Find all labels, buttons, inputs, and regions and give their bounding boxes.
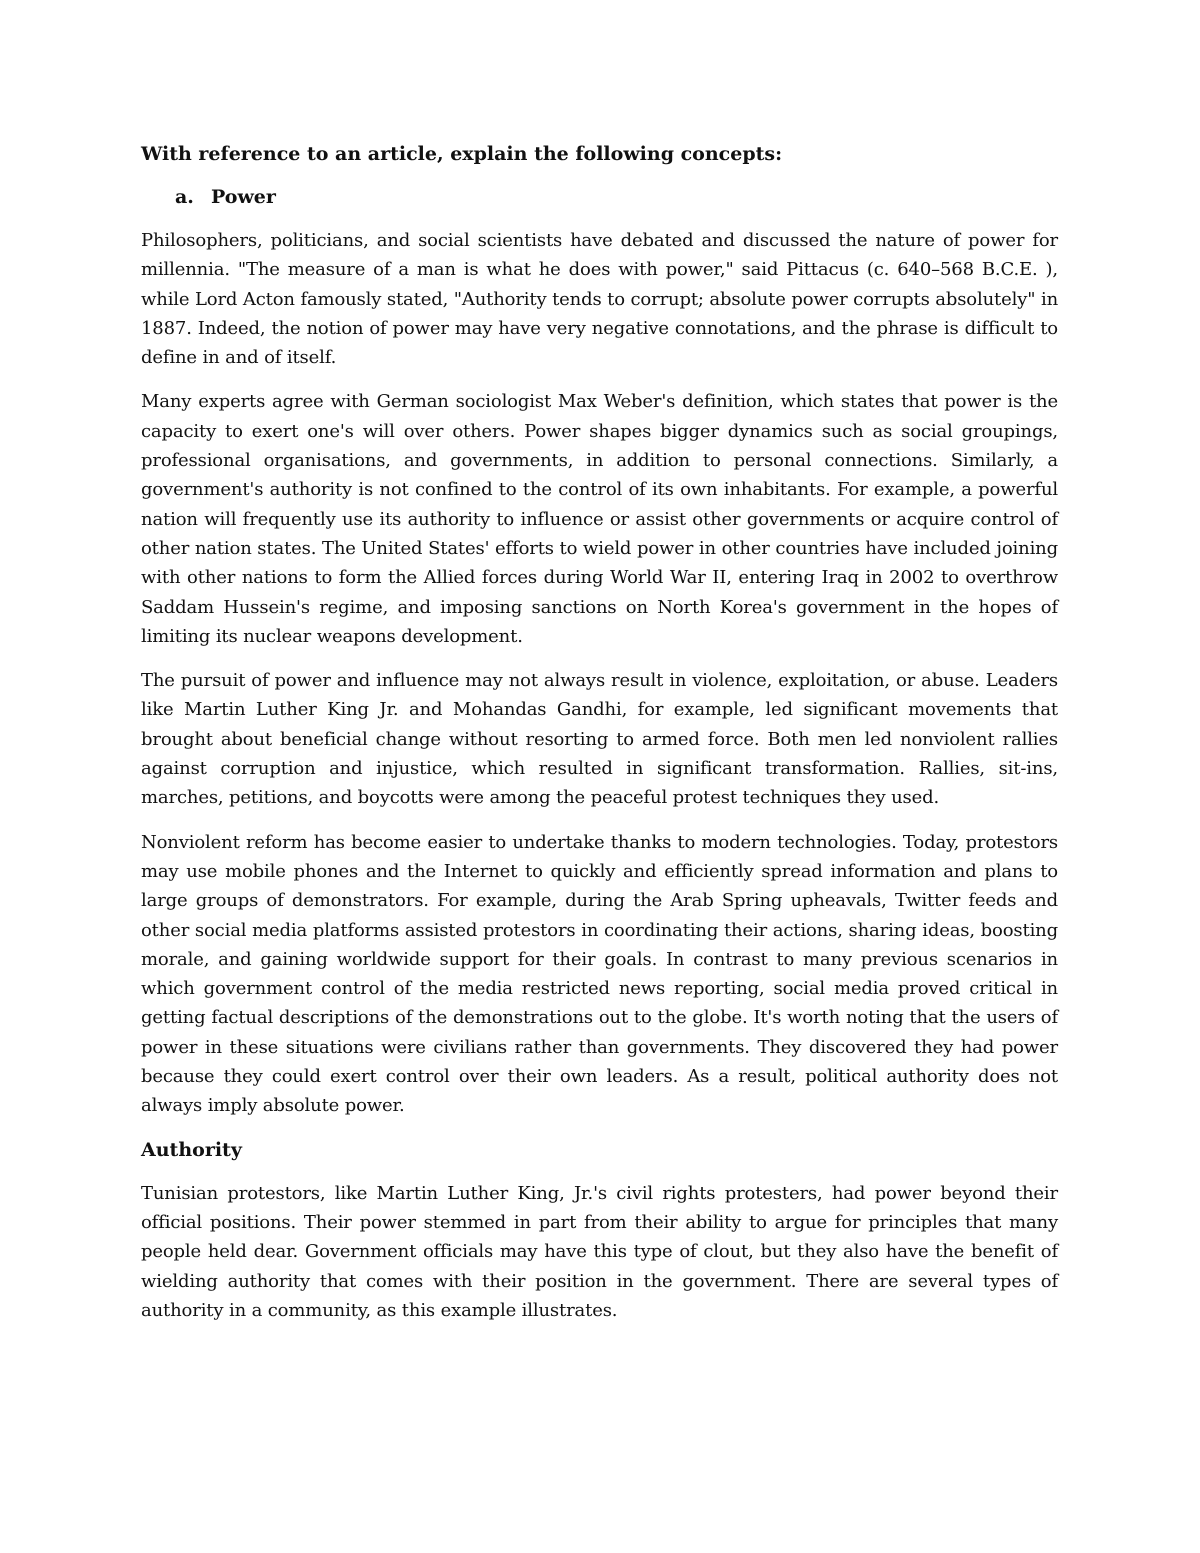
list-item-label: Power xyxy=(211,186,276,208)
document-page xyxy=(141,140,1058,1340)
question-heading: With reference to an article, explain the following concepts: xyxy=(141,143,783,165)
authority-heading: Authority xyxy=(141,1138,242,1161)
list-marker: a. xyxy=(175,186,194,208)
power-paragraph-3: The pursuit of power and influence may not always result in violence, exploitation, or abuse. Leaders like Martin Luther King Jr. and Mohandas Gandhi, for example, led significant movements that brought about beneficial change without resorting to armed force. Both men led nonviolent rallies against corruption and injustice, which resulted in significant transformation. Rallies, sit-ins, marches, petitions, and boycotts were among the peaceful protest techniques they used. xyxy=(141,670,1058,809)
power-paragraph-2: Many experts agree with German sociologist Max Weber's definition, which states that power is the capacity to exert one's will over others. Power shapes bigger dynamics such as social groupings, professional organisations, and governments, in addition to personal connections. Similarly, a government's authority is not confined to the control of its own inhabitants. For example, a powerful nation will frequently use its authority to influence or assist other governments or acquire control of other nation states. The United States' efforts to wield power in other countries have included joining with other nations to form the Allied forces during World War II, entering Iraq in 2002 to overthrow Saddam Hussein's regime, and imposing sanctions on North Korea's government in the hopes of limiting its nuclear weapons development. xyxy=(141,391,1058,647)
power-paragraph-4: Nonviolent reform has become easier to undertake thanks to modern technologies. Today, protestors may use mobile phones and the Internet to quickly and efficiently spread information and plans to large groups of demonstrators. For example, during the Arab Spring upheavals, Twitter feeds and other social media platforms assisted protestors in coordinating their actions, sharing ideas, boosting morale, and gaining worldwide support for their goals. In contrast to many previous scenarios in which government control of the media restricted news reporting, social media proved critical in getting factual descriptions of the demonstrations out to the globe. It's worth noting that the users of power in these situations were civilians rather than governments. They discovered they had power because they could exert control over their own leaders. As a result, political authority does not always imply absolute power. xyxy=(141,831,1058,1117)
list-item-power xyxy=(141,183,1058,212)
authority-paragraph: Tunisian protestors, like Martin Luther King, Jr.'s civil rights protesters, had power beyond their official positions. Their power stemmed in part from their ability to argue for principles that many people held dear. Government officials may have this type of clout, but they also have the benefit of wielding authority that comes with their position in the government. There are several types of authority in a community, as this example illustrates. xyxy=(141,1182,1058,1321)
power-paragraph-1: Philosophers, politicians, and social scientists have debated and discussed the nature of power for millennia. "The measure of a man is what he does with power," said Pittacus (c. 640–568 B.C.E. ), while Lord Acton famously stated, "Authority tends to corrupt; absolute power corrupts absolutely" in 1887. Indeed, the notion of power may have very negative connotations, and the phrase is difficult to define in and of itself. xyxy=(141,230,1059,369)
